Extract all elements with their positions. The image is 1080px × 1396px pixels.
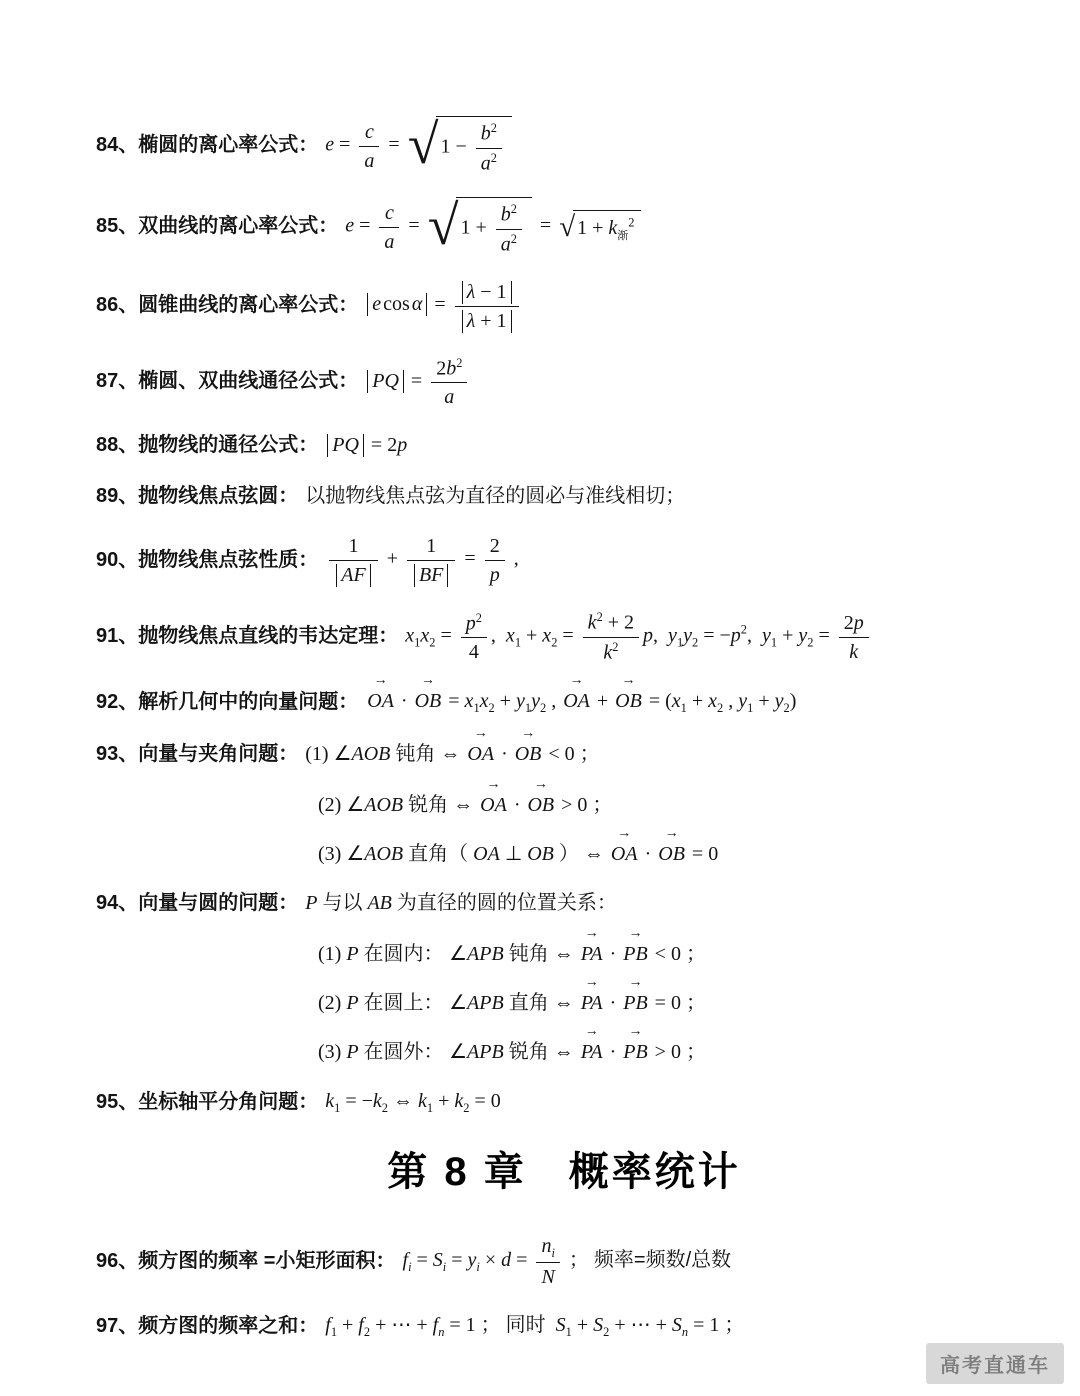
item-formula: $x_1x_2$ = $\frac{p^2}{4}$ , $x_1 + x_2$ = $\frac{k^2 + 2}{k^2}$ p, $y_1y_2 = -p^2$, $y_1 + y_2$ = $\frac{2p}{k}$ bbox=[405, 609, 873, 664]
item-formula: $k_1 = -k_2$ ⇔ $k_1 + k_2 = 0$ bbox=[325, 1089, 501, 1115]
item-formula: e cos α = $\frac{\lambda - 1}{\lambda + 1}$ bbox=[365, 279, 522, 333]
item-title: 抛物线焦点弦性质： bbox=[138, 548, 319, 571]
formula-continuation-line: (3) P 在圆外： ∠APB 锐角 ⇔ → PA · → PB > 0 ； bbox=[318, 1038, 1032, 1067]
formula-item bbox=[96, 740, 1032, 769]
item-formula: e = $\frac{c}{a}$ = √ 1 − $\frac{b^2}{a^2}$ bbox=[325, 116, 515, 175]
item-number: 90、 bbox=[96, 548, 139, 571]
item-formula: $f_i = S_i = y_i \times d$ = $\frac{n_i}{N}$ ； 频率=频数/总数 bbox=[402, 1234, 732, 1289]
item-title: 频方图的频率 =小矩形面积： bbox=[138, 1249, 396, 1272]
formula-continuation-line: (3) ∠AOB 直角（ OA ⊥ OB ） ⇔ → OA · → OB = 0 bbox=[318, 840, 1032, 869]
item-formula: e = $\frac{c}{a}$ = √ 1 + $\frac{b^2}{a^2}$ = √ $1 + k_渐^2$ bbox=[345, 197, 643, 256]
item-title: 椭圆的离心率公式： bbox=[138, 134, 319, 157]
item-number: 84、 bbox=[96, 134, 139, 157]
chapter-number: 第 8 章 bbox=[387, 1149, 527, 1194]
item-formula: P 与以 AB 为直径的圆的位置关系： bbox=[305, 891, 617, 914]
item-title: 椭圆、双曲线通径公式： bbox=[138, 370, 359, 393]
item-number: 97、 bbox=[96, 1315, 139, 1338]
item-title: 频方图的频率之和： bbox=[138, 1315, 319, 1338]
formula-continuation-line: (2) P 在圆上： ∠APB 直角 ⇔ → PA · → PB = 0 ； bbox=[318, 989, 1032, 1018]
formula-continuation-line: (1) P 在圆内： ∠APB 钝角 ⇔ → PA · → PB < 0 ； bbox=[318, 940, 1032, 969]
formula-continuation-line: (2) ∠AOB 锐角 ⇔ → OA · → OB > 0 ； bbox=[318, 791, 1032, 820]
item-number: 94、 bbox=[96, 891, 139, 914]
item-number: 96、 bbox=[96, 1249, 139, 1272]
item-number: 85、 bbox=[96, 215, 139, 238]
item-formula: → OA · → OB = $x_1x_2 + y_1y_2$ , → OA + → OB = ($x_1 + x_2$ , $y_1 + y_2$) bbox=[365, 687, 796, 718]
chapter-title: 概率统计 bbox=[568, 1149, 741, 1194]
formula-item bbox=[96, 609, 1032, 664]
item-formula: (1) ∠AOB 钝角 ⇔ → OA · → OB < 0 ； bbox=[305, 740, 599, 769]
formula-item bbox=[96, 889, 1032, 918]
item-formula: $f_1 + f_2$ + ⋯ + $f_n = 1$ ； 同时 $S_1 + S_2$ + ⋯ + $S_n = 1$ ； bbox=[325, 1314, 745, 1340]
formula-item bbox=[96, 1311, 1032, 1342]
item-title: 坐标轴平分角问题： bbox=[138, 1090, 319, 1113]
formula-item bbox=[96, 279, 1032, 333]
item-title: 向量与圆的问题： bbox=[138, 891, 299, 914]
item-formula: PQ = 2p bbox=[325, 431, 407, 460]
formula-item bbox=[96, 355, 1032, 410]
watermark-badge: 高考直通车 bbox=[926, 1343, 1064, 1384]
formula-item bbox=[96, 431, 1032, 460]
formula-list-part2 bbox=[96, 1233, 1032, 1343]
formula-item bbox=[96, 1087, 1032, 1118]
item-title: 抛物线焦点直线的韦达定理： bbox=[138, 625, 399, 648]
formula-list-part1 bbox=[96, 113, 1032, 1118]
item-number: 95、 bbox=[96, 1090, 139, 1113]
item-title: 圆锥曲线的离心率公式： bbox=[138, 294, 359, 317]
item-title: 向量与夹角问题： bbox=[138, 742, 299, 765]
item-title: 抛物线焦点弦圆： bbox=[138, 485, 299, 508]
item-title: 抛物线的通径公式： bbox=[138, 434, 319, 457]
item-title: 双曲线的离心率公式： bbox=[138, 215, 339, 238]
formula-item bbox=[96, 533, 1032, 587]
item-number: 92、 bbox=[96, 690, 139, 713]
item-formula: 以抛物线焦点弦为直径的圆必与准线相切； bbox=[305, 485, 686, 508]
item-number: 87、 bbox=[96, 370, 139, 393]
formula-item bbox=[96, 197, 1032, 256]
item-number: 86、 bbox=[96, 294, 139, 317]
item-number: 88、 bbox=[96, 434, 139, 457]
formula-item bbox=[96, 687, 1032, 718]
item-number: 93、 bbox=[96, 742, 139, 765]
formula-item bbox=[96, 113, 1032, 176]
formula-item bbox=[96, 482, 1032, 511]
formula-item bbox=[96, 1233, 1032, 1290]
chapter-heading bbox=[96, 1140, 1032, 1197]
item-formula: $\frac{1}{AF}$ + $\frac{1}{BF}$ = $\frac{2}{p}$ , bbox=[325, 533, 518, 587]
item-number: 89、 bbox=[96, 485, 139, 508]
item-formula: PQ = $\frac{2b^2}{a}$ bbox=[365, 355, 471, 410]
item-title: 解析几何中的向量问题： bbox=[138, 690, 359, 713]
item-number: 91、 bbox=[96, 625, 139, 648]
